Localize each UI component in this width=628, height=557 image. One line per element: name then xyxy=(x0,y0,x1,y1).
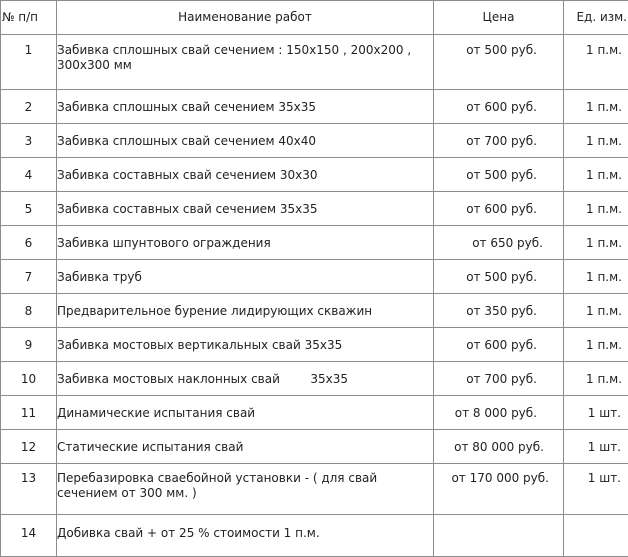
row-name: Статические испытания свай xyxy=(57,430,434,464)
row-unit: 1 п.м. xyxy=(564,158,628,192)
header-num: № п/п xyxy=(1,1,57,35)
table-row xyxy=(1,328,628,362)
row-name: Забивка сплошных свай сечением : 150х150 , 200х200 , 300х300 мм xyxy=(57,35,434,90)
row-name: Забивка мостовых наклонных свай 35х35 xyxy=(57,362,434,396)
row-num: 8 xyxy=(1,294,57,328)
table-row xyxy=(1,260,628,294)
row-num: 2 xyxy=(1,90,57,124)
table-row xyxy=(1,464,628,515)
row-num: 6 xyxy=(1,226,57,260)
row-price: от 600 руб. xyxy=(434,192,564,226)
row-name: Предварительное бурение лидирующих скважин xyxy=(57,294,434,328)
row-price: от 600 руб. xyxy=(434,90,564,124)
row-name: Забивка шпунтового ограждения xyxy=(57,226,434,260)
row-num: 12 xyxy=(1,430,57,464)
table-row xyxy=(1,192,628,226)
row-num: 4 xyxy=(1,158,57,192)
row-unit: 1 п.м. xyxy=(564,124,628,158)
row-num: 13 xyxy=(1,464,57,515)
row-num: 3 xyxy=(1,124,57,158)
row-num: 9 xyxy=(1,328,57,362)
table-row xyxy=(1,430,628,464)
row-price: от 700 руб. xyxy=(434,124,564,158)
row-num: 7 xyxy=(1,260,57,294)
row-num: 14 xyxy=(1,515,57,557)
row-unit xyxy=(564,515,628,557)
row-name: Забивка составных свай сечением 35х35 xyxy=(57,192,434,226)
row-price: от 650 руб. xyxy=(434,226,564,260)
header-price: Цена xyxy=(434,1,564,35)
table-row xyxy=(1,294,628,328)
row-unit: 1 шт. xyxy=(564,396,628,430)
row-unit: 1 п.м. xyxy=(564,192,628,226)
table-row xyxy=(1,226,628,260)
row-price: от 700 руб. xyxy=(434,362,564,396)
row-price: от 80 000 руб. xyxy=(434,430,564,464)
row-price: от 500 руб. xyxy=(434,158,564,192)
table-row xyxy=(1,90,628,124)
row-unit: 1 п.м. xyxy=(564,362,628,396)
row-price: от 500 руб. xyxy=(434,35,564,90)
row-name: Добивка свай + от 25 % стоимости 1 п.м. xyxy=(57,515,434,557)
table-row xyxy=(1,124,628,158)
table-row xyxy=(1,158,628,192)
row-price xyxy=(434,515,564,557)
row-num: 5 xyxy=(1,192,57,226)
header-row xyxy=(1,1,628,35)
row-price: от 600 руб. xyxy=(434,328,564,362)
row-unit: 1 п.м. xyxy=(564,260,628,294)
row-unit: 1 п.м. xyxy=(564,226,628,260)
row-unit: 1 шт. xyxy=(564,464,628,515)
row-name: Забивка составных свай сечением 30х30 xyxy=(57,158,434,192)
row-name: Забивка мостовых вертикальных свай 35х35 xyxy=(57,328,434,362)
row-unit: 1 п.м. xyxy=(564,294,628,328)
row-num: 10 xyxy=(1,362,57,396)
row-name: Забивка труб xyxy=(57,260,434,294)
row-price: от 8 000 руб. xyxy=(434,396,564,430)
header-name: Наименование работ xyxy=(57,1,434,35)
row-name: Перебазировка сваебойной установки - ( для свай сечением от 300 мм. ) xyxy=(57,464,434,515)
row-name: Забивка сплошных свай сечением 35х35 xyxy=(57,90,434,124)
table-row xyxy=(1,396,628,430)
row-num: 1 xyxy=(1,35,57,90)
row-unit: 1 шт. xyxy=(564,430,628,464)
row-price: от 500 руб. xyxy=(434,260,564,294)
table-row xyxy=(1,515,628,557)
header-unit: Ед. изм. xyxy=(564,1,628,35)
row-num: 11 xyxy=(1,396,57,430)
row-unit: 1 п.м. xyxy=(564,328,628,362)
table-row xyxy=(1,35,628,90)
row-price: от 350 руб. xyxy=(434,294,564,328)
row-unit: 1 п.м. xyxy=(564,35,628,90)
row-price: от 170 000 руб. xyxy=(434,464,564,515)
row-unit: 1 п.м. xyxy=(564,90,628,124)
row-name: Забивка сплошных свай сечением 40х40 xyxy=(57,124,434,158)
row-name: Динамические испытания свай xyxy=(57,396,434,430)
table-row xyxy=(1,362,628,396)
